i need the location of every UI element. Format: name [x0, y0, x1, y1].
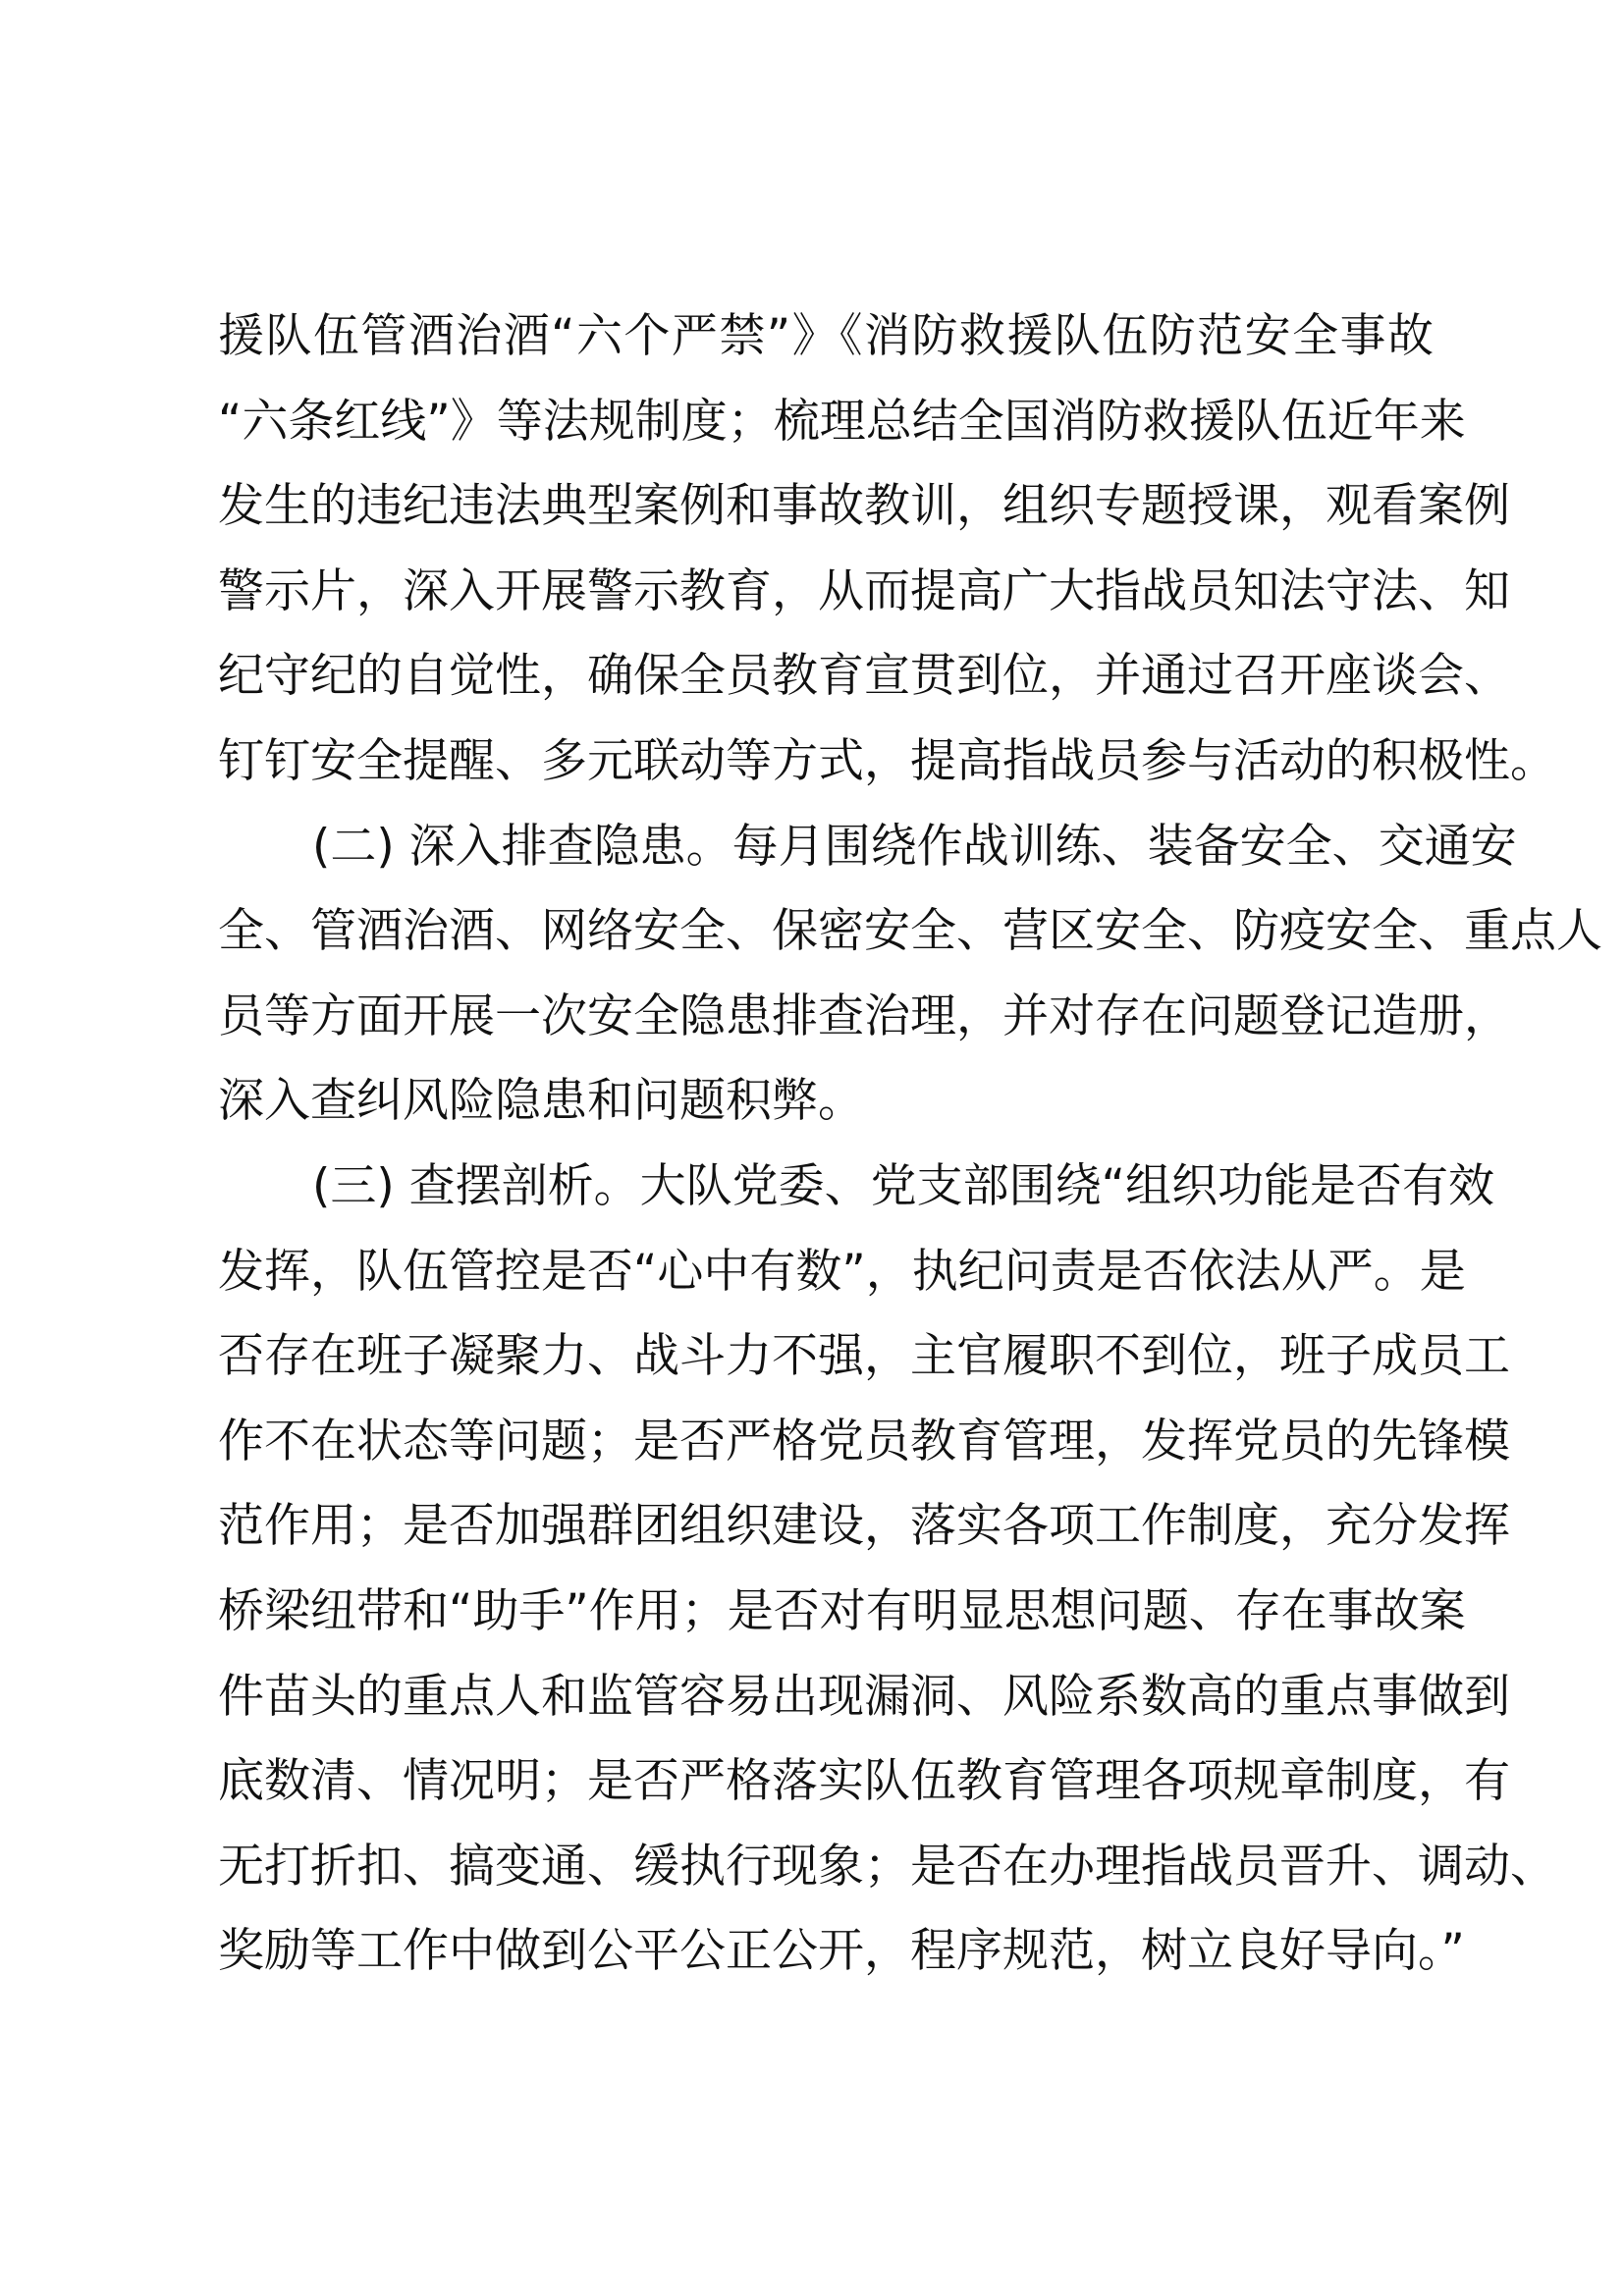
text-line: 件苗头的重点人和监管容易出现漏洞、风险系数高的重点事做到	[218, 1669, 1510, 1724]
paragraph	[218, 294, 1556, 805]
text-line: (二) 深入排查隐患。每月围绕作战训练、装备安全、交通安	[312, 819, 1517, 874]
paragraph	[218, 805, 1602, 1145]
text-line: 钉钉安全提醒、多元联动等方式，提高指战员参与活动的积极性。	[218, 733, 1556, 788]
text-line: 无打折扣、搞变通、缓执行现象；是否在办理指战员晋升、调动、	[218, 1839, 1556, 1894]
text-line: 员等方面开展一次安全隐患排查治理，并对存在问题登记造册，	[218, 988, 1510, 1043]
text-line: 发挥，队伍管控是否“心中有数”，执纪问责是否依法从严。是	[218, 1244, 1466, 1299]
text-line: 作不在状态等问题；是否严格党员教育管理，发挥党员的先锋模	[218, 1414, 1510, 1468]
text-line: 全、管酒治酒、网络安全、保密安全、营区安全、防疫安全、重点人	[218, 904, 1602, 959]
text-line: 桥梁纽带和“助手”作用；是否对有明显思想问题、存在事故案	[218, 1583, 1466, 1638]
text-line: “六条红线”》等法规制度；梳理总结全国消防救援队伍近年来	[218, 394, 1466, 449]
paragraph	[218, 1145, 1556, 1995]
text-line: 底数清、情况明；是否严格落实队伍教育管理各项规章制度，有	[218, 1754, 1510, 1809]
text-line: (三) 查摆剖析。大队党委、党支部围绕“组织功能是否有效	[312, 1158, 1494, 1213]
text-line: 奖励等工作中做到公平公正公开，程序规范，树立良好导向。”	[218, 1924, 1465, 1979]
text-line: 警示片，深入开展警示教育，从而提高广大指战员知法守法、知	[218, 563, 1510, 618]
text-line: 发生的违纪违法典型案例和事故教训，组织专题授课，观看案例	[218, 479, 1510, 534]
text-line: 范作用；是否加强群团组织建设，落实各项工作制度，充分发挥	[218, 1499, 1510, 1554]
text-line: 援队伍管酒治酒“六个严禁”》《消防救援队伍防范安全事故	[218, 309, 1434, 363]
text-line: 否存在班子凝聚力、战斗力不强，主官履职不到位，班子成员工	[218, 1329, 1510, 1384]
document-page	[218, 294, 1602, 1995]
text-line: 深入查纠风险隐患和问题积弊。	[218, 1074, 864, 1129]
text-line: 纪守纪的自觉性，确保全员教育宣贯到位，并通过召开座谈会、	[218, 649, 1510, 704]
